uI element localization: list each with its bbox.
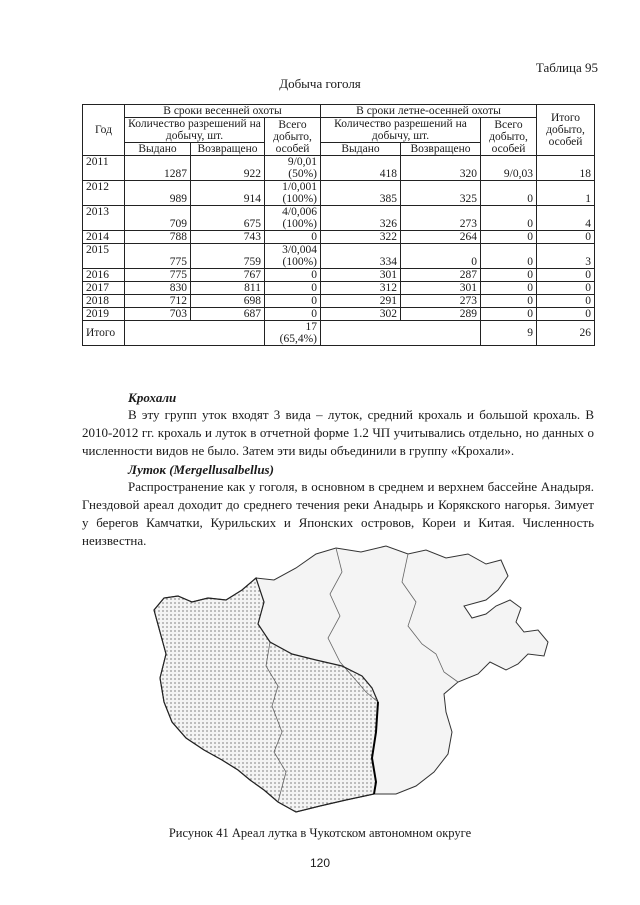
total-spring-taken-percent: (65,4%)	[279, 333, 317, 345]
header-autumn-issued: Выдано	[321, 143, 401, 156]
spring-taken-cell	[265, 244, 321, 269]
empty-cell	[321, 321, 481, 346]
header-year: Год	[83, 105, 125, 156]
table-row	[83, 269, 595, 282]
header-spring-permits: Количество разрешений на добычу, шт.	[125, 118, 265, 143]
autumn-issued-cell: 312	[321, 282, 401, 295]
table-row	[83, 282, 595, 295]
spring-taken-cell	[265, 156, 321, 181]
total-cell: 0	[537, 308, 595, 321]
header-spring: В сроки весенней охоты	[125, 105, 321, 118]
year-cell: 2013	[83, 206, 125, 231]
section-heading-lutok: Луток (Mergellusalbellus)	[128, 462, 274, 477]
year-cell: 2019	[83, 308, 125, 321]
total-label-cell: Итого	[83, 321, 125, 346]
autumn-taken-cell: 0	[481, 181, 537, 206]
total-autumn-taken-cell: 9	[481, 321, 537, 346]
total-spring-taken-value: 17	[305, 321, 317, 333]
autumn-issued-cell: 334	[321, 244, 401, 269]
autumn-returned-cell: 273	[401, 206, 481, 231]
table-row	[83, 206, 595, 231]
autumn-taken-cell: 0	[481, 295, 537, 308]
spring-taken-value: 0	[311, 308, 317, 320]
total-cell: 0	[537, 282, 595, 295]
harvest-table	[82, 104, 595, 346]
table-row	[83, 244, 595, 269]
total-cell: 4	[537, 206, 595, 231]
spring-taken-value: 3/0,004	[282, 244, 317, 256]
table-number: Таблица 95	[535, 60, 598, 75]
spring-taken-value: 0	[311, 231, 317, 243]
autumn-taken-cell: 9/0,03	[481, 156, 537, 181]
spring-returned-cell: 767	[191, 269, 265, 282]
year-cell: 2016	[83, 269, 125, 282]
range-map	[146, 542, 566, 832]
empty-cell	[125, 321, 265, 346]
figure-caption: Рисунок 41 Ареал лутка в Чукотском автономном округе	[168, 826, 472, 840]
spring-taken-percent: (50%)	[288, 168, 317, 180]
autumn-issued-cell: 322	[321, 231, 401, 244]
total-spring-taken-cell	[265, 321, 321, 346]
year-cell: 2012	[83, 181, 125, 206]
total-cell: 1	[537, 181, 595, 206]
header-autumn-taken: Всего добыто, особей	[481, 118, 537, 156]
spring-issued-cell: 709	[125, 206, 191, 231]
autumn-taken-cell: 0	[481, 269, 537, 282]
year-cell: 2018	[83, 295, 125, 308]
autumn-returned-cell: 287	[401, 269, 481, 282]
autumn-returned-cell: 301	[401, 282, 481, 295]
autumn-taken-cell: 0	[481, 308, 537, 321]
autumn-issued-cell: 385	[321, 181, 401, 206]
spring-returned-cell: 914	[191, 181, 265, 206]
spring-issued-cell: 989	[125, 181, 191, 206]
section-text-krokhali: В эту групп уток входят 3 вида – луток, средний крохаль и большой крохаль. В 2010-2012 гг. крохаль и луток в отчетной форме 1.2 ЧП учитывались отдельно, но данных о численности видов не было. Затем эти виды объединили в группу «Крохали».	[82, 407, 594, 458]
spring-taken-cell	[265, 231, 321, 244]
spring-issued-cell: 775	[125, 269, 191, 282]
spring-returned-cell: 698	[191, 295, 265, 308]
spring-taken-value: 4/0,006	[282, 206, 317, 218]
total-cell: 0	[537, 269, 595, 282]
year-cell: 2017	[83, 282, 125, 295]
header-autumn-permits: Количество разрешений на добычу, шт.	[321, 118, 481, 143]
autumn-issued-cell: 418	[321, 156, 401, 181]
total-cell: 18	[537, 156, 595, 181]
grand-total-cell: 26	[537, 321, 595, 346]
header-total: Итого добыто, особей	[537, 105, 595, 156]
autumn-taken-cell: 0	[481, 282, 537, 295]
table-row	[83, 181, 595, 206]
spring-returned-cell: 922	[191, 156, 265, 181]
autumn-issued-cell: 302	[321, 308, 401, 321]
autumn-taken-cell: 0	[481, 231, 537, 244]
spring-taken-percent: (100%)	[282, 193, 317, 205]
spring-taken-value: 0	[311, 295, 317, 307]
year-cell: 2011	[83, 156, 125, 181]
autumn-returned-cell: 320	[401, 156, 481, 181]
year-cell: 2015	[83, 244, 125, 269]
header-spring-returned: Возвращено	[191, 143, 265, 156]
autumn-taken-cell: 0	[481, 244, 537, 269]
spring-taken-value: 9/0,01	[287, 156, 317, 168]
spring-returned-cell: 687	[191, 308, 265, 321]
autumn-returned-cell: 325	[401, 181, 481, 206]
table-row	[83, 295, 595, 308]
autumn-returned-cell: 289	[401, 308, 481, 321]
autumn-returned-cell: 264	[401, 231, 481, 244]
table-total-row	[83, 321, 595, 346]
page-number: 120	[309, 856, 331, 870]
spring-returned-cell: 675	[191, 206, 265, 231]
spring-returned-cell: 759	[191, 244, 265, 269]
table-title: Добыча гоголя	[279, 76, 361, 91]
table-body	[83, 156, 595, 346]
header-autumn-returned: Возвращено	[401, 143, 481, 156]
year-cell: 2014	[83, 231, 125, 244]
autumn-returned-cell: 0	[401, 244, 481, 269]
spring-issued-cell: 703	[125, 308, 191, 321]
autumn-issued-cell: 301	[321, 269, 401, 282]
spring-taken-cell	[265, 206, 321, 231]
header-autumn: В сроки летне-осенней охоты	[321, 105, 537, 118]
header-spring-taken: Всего добыто, особей	[265, 118, 321, 156]
spring-issued-cell: 712	[125, 295, 191, 308]
table-row	[83, 308, 595, 321]
spring-taken-cell	[265, 181, 321, 206]
total-cell: 0	[537, 295, 595, 308]
autumn-returned-cell: 273	[401, 295, 481, 308]
spring-issued-cell: 775	[125, 244, 191, 269]
spring-taken-cell	[265, 282, 321, 295]
spring-taken-cell	[265, 308, 321, 321]
spring-issued-cell: 1287	[125, 156, 191, 181]
section-heading-krokhali: Крохали	[128, 390, 177, 405]
spring-issued-cell: 830	[125, 282, 191, 295]
spring-issued-cell: 788	[125, 231, 191, 244]
spring-taken-percent: (100%)	[282, 218, 317, 230]
total-cell: 3	[537, 244, 595, 269]
header-spring-issued: Выдано	[125, 143, 191, 156]
autumn-issued-cell: 291	[321, 295, 401, 308]
spring-returned-cell: 743	[191, 231, 265, 244]
table-row	[83, 231, 595, 244]
table-row	[83, 156, 595, 181]
spring-taken-value: 0	[311, 269, 317, 281]
spring-taken-value: 1/0,001	[282, 181, 317, 193]
spring-taken-cell	[265, 295, 321, 308]
total-cell: 0	[537, 231, 595, 244]
spring-taken-value: 0	[311, 282, 317, 294]
section-text-lutok: Распространение как у гоголя, в основном в среднем и верхнем бассейне Анадыря. Гнездовой ареал доходит до среднего течения реки Анадырь и Корякского нагорья. Зимует у берегов Камчатки, Курильских и Японских островов, Кореи и Китая. Численность неизвестна.	[82, 479, 594, 548]
spring-taken-cell	[265, 269, 321, 282]
spring-taken-percent: (100%)	[282, 256, 317, 268]
autumn-issued-cell: 326	[321, 206, 401, 231]
spring-returned-cell: 811	[191, 282, 265, 295]
autumn-taken-cell: 0	[481, 206, 537, 231]
